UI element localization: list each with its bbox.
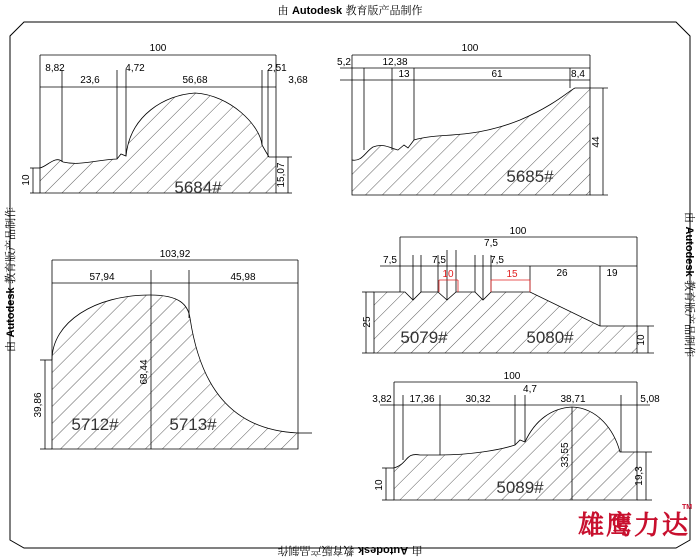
dim-5079-a: 7,5 <box>383 255 397 266</box>
dim-5089-total: 100 <box>503 371 521 382</box>
profile-5684 <box>30 55 292 193</box>
code-5713: 5713# <box>169 415 217 434</box>
code-5712: 5712# <box>71 415 119 434</box>
dim-5089-b: 17,36 <box>409 394 435 405</box>
dim-5712-height-left: 39,86 <box>33 392 44 418</box>
dim-5089-d: 4,7 <box>523 384 537 395</box>
dim-5089-a: 3,82 <box>372 394 392 405</box>
dim-5684-a: 8,82 <box>45 63 65 74</box>
dim-5685-e: 8,4 <box>571 69 585 80</box>
trademark-mark: TM <box>682 504 693 511</box>
dim-5089-height-mid: 33,55 <box>560 442 571 468</box>
dim-5079-height-left: 25 <box>362 316 373 328</box>
code-5685: 5685# <box>506 167 554 186</box>
dim-5685-total: 100 <box>461 43 479 54</box>
dim-5080-red-b: 15 <box>506 269 518 280</box>
dim-5080-e: 26 <box>556 268 568 279</box>
dim-5684-height-left: 10 <box>21 174 32 186</box>
brand-logo: 雄鹰力达 <box>578 511 691 541</box>
watermark-right: 由 Autodesk 教育版产品制作 <box>683 212 696 358</box>
dim-5089-f: 5,08 <box>640 394 660 405</box>
dim-5080-height-right: 10 <box>636 334 647 346</box>
dim-5713-b: 45,98 <box>230 272 256 283</box>
dim-5089-height-left: 10 <box>374 479 385 491</box>
code-5089: 5089# <box>496 478 544 497</box>
dim-5712-height-mid: 68,44 <box>139 359 150 385</box>
dim-5079-red-a: 10 <box>442 269 454 280</box>
dim-5712-a: 57,94 <box>89 272 115 283</box>
code-5080: 5080# <box>526 328 574 347</box>
dim-5712-total: 103,92 <box>159 249 191 260</box>
dim-5684-e: 2,51 <box>267 63 287 74</box>
dim-5684-c: 4,72 <box>125 63 145 74</box>
dim-5684-d: 56,68 <box>182 75 208 86</box>
code-5684: 5684# <box>174 178 222 197</box>
watermark-bottom: 由 Autodesk 教育版产品制作 <box>277 544 423 557</box>
dim-5080-f: 19 <box>606 268 618 279</box>
dim-5685-c: 13 <box>398 69 410 80</box>
dim-5684-total: 100 <box>149 43 167 54</box>
dim-5684-f: 3,68 <box>288 75 308 86</box>
profile-5685-shape <box>352 88 590 195</box>
watermark-top: 由 Autodesk 教育版产品制作 <box>277 4 423 17</box>
dim-5089-e: 38,71 <box>560 394 586 405</box>
dim-5685-height: 44 <box>591 136 602 148</box>
profile-5685 <box>340 55 608 195</box>
dim-5079-d: 7,5 <box>490 255 504 266</box>
dim-5079-c: 7,5 <box>484 238 498 249</box>
dim-5685-d: 61 <box>491 69 503 80</box>
dim-5685-b: 12,38 <box>382 57 408 68</box>
watermark-left: 由 Autodesk 教育版产品制作 <box>4 206 17 352</box>
dim-5685-a: 5,2 <box>337 57 351 68</box>
code-5079: 5079# <box>400 328 448 347</box>
dim-5089-height-right: 19,3 <box>634 466 645 486</box>
dim-5089-c: 30,32 <box>465 394 491 405</box>
dim-5079-b: 7,5 <box>432 255 446 266</box>
profile-5684-shape <box>40 93 276 193</box>
dim-5684-b: 23,6 <box>80 75 100 86</box>
dim-5079-total: 100 <box>509 226 527 237</box>
dim-5684-height-right: 15,07 <box>276 162 287 188</box>
